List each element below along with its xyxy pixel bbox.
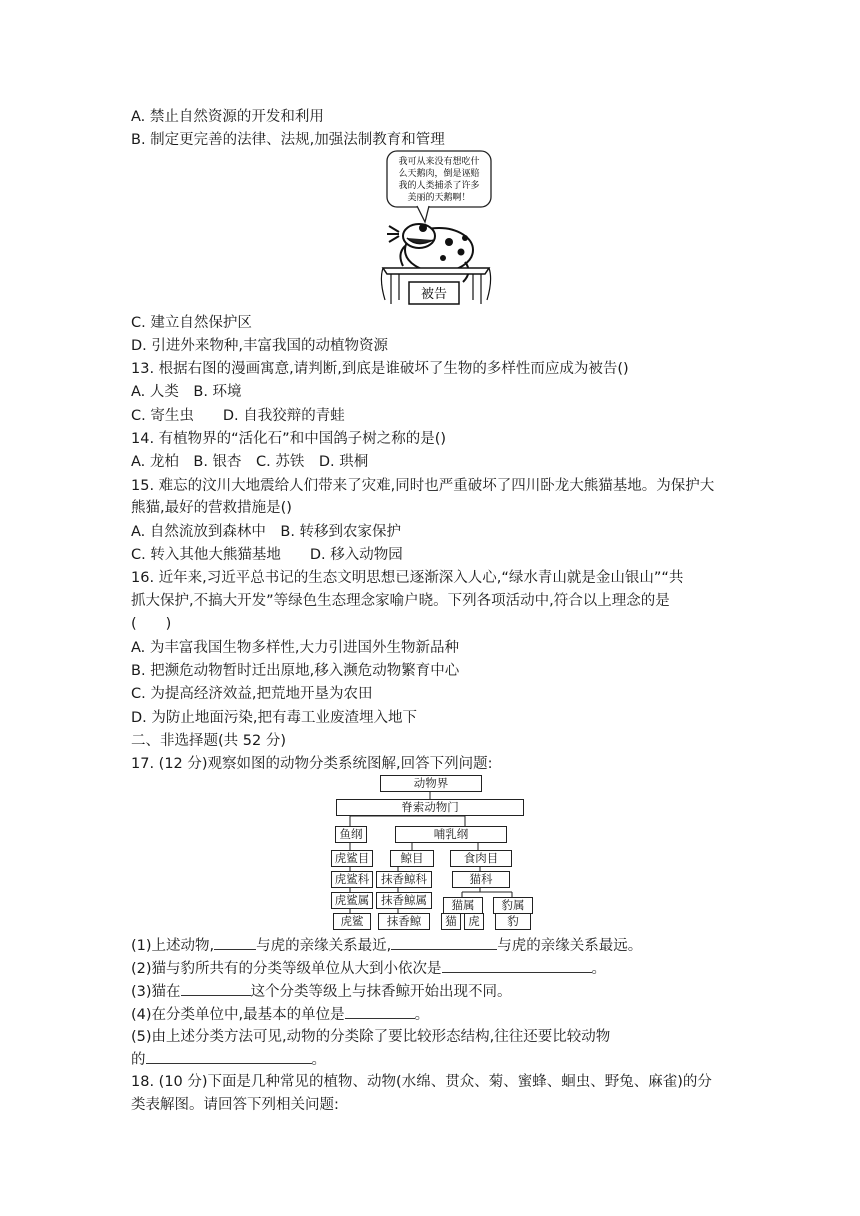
node-family-cat: 猫科	[452, 871, 510, 888]
answer-blank-2[interactable]	[391, 935, 497, 950]
speech-line-2: 么天鹅肉，倒是诬赔	[398, 169, 480, 179]
speech-line-4: 美丽的天鹅啊！	[407, 193, 471, 203]
option-16a: A. 为丰富我国生物多样性,大力引进国外生物新品种	[131, 640, 459, 656]
question-15-line2: 熊猫,最好的营救措施是()	[131, 500, 292, 516]
option-16d: D. 为防止地面污染,把有毒工业废渣埋入地下	[131, 710, 417, 726]
q3-text-b: 这个分类等级上与抹香鲸开始出现不同。	[250, 984, 512, 1000]
question-17-5-line1: (5)由上述分类方法可见,动物的分类除了要比较形态结构,往往还要比较动物	[131, 1029, 611, 1045]
options-13ab: A. 人类 B. 环境	[131, 384, 242, 400]
speech-line-1: 我可从来没有想吃什	[398, 157, 480, 167]
options-15cd: C. 转入其他大熊猫基地 D. 移入动物园	[131, 547, 403, 563]
q5-text-c: 。	[311, 1052, 326, 1068]
node-species-leopard: 豹	[495, 913, 531, 930]
option-12b: B. 制定更完善的法律、法规,加强法制教育和管理	[131, 132, 445, 148]
question-16-line2: 抓大保护,不搞大开发”等绿色生态理念家喻户晓。下列各项活动中,符合以上理念的是	[131, 593, 670, 609]
node-kingdom: 动物界	[380, 775, 482, 792]
node-genus-cat: 猫属	[443, 897, 483, 914]
node-genus-leopard: 豹属	[493, 897, 533, 914]
question-14: 14. 有植物界的“活化石”和中国鸽子树之称的是()	[131, 431, 447, 447]
q5-text-b: 的	[131, 1052, 146, 1068]
q2-text-a: (2)猫与豹所共有的分类等级单位从大到小依次是	[131, 961, 442, 977]
node-class-fish: 鱼纲	[335, 826, 367, 843]
q1-text-a: (1)上述动物,	[131, 938, 215, 954]
node-phylum: 脊索动物门	[336, 799, 524, 816]
option-12d: D. 引进外来物种,丰富我国的动植物资源	[131, 338, 388, 354]
answer-blank-6[interactable]	[146, 1049, 312, 1064]
question-17-5-line2	[131, 1049, 326, 1070]
options-14: A. 龙柏 B. 银杏 C. 苏铁 D. 珙桐	[131, 454, 369, 470]
q3-text-a: (3)猫在	[131, 984, 181, 1000]
node-genus-shark: 虎鲨属	[331, 892, 373, 909]
question-17-1	[131, 935, 642, 956]
question-15-line1: 15. 难忘的汶川大地震给人们带来了灾难,同时也严重破坏了四川卧龙大熊猫基地。为保护大	[131, 478, 715, 494]
question-13: 13. 根据右图的漫画寓意,请判断,到底是谁破坏了生物的多样性而应成为被告()	[131, 361, 629, 377]
node-order-shark: 虎鲨目	[331, 850, 373, 867]
question-18-line2: 类表解图。请回答下列相关问题:	[131, 1097, 339, 1113]
node-species-whale: 抹香鲸	[378, 913, 430, 930]
q4-text-a: (4)在分类单位中,最基本的单位是	[131, 1007, 345, 1023]
answer-blank-5[interactable]	[345, 1004, 415, 1019]
question-16-line3: ( )	[131, 616, 172, 632]
frog-defendant-cartoon	[377, 150, 495, 308]
option-16c: C. 为提高经济效益,把荒地开垦为农田	[131, 686, 373, 702]
node-family-whale: 抹香鲸科	[376, 871, 432, 888]
section-heading: 二、非选择题(共 52 分)	[131, 733, 286, 749]
option-12c: C. 建立自然保护区	[131, 315, 252, 331]
options-13cd: C. 寄生虫 D. 自我狡辩的青蛙	[131, 408, 345, 424]
question-18-line1: 18. (10 分)下面是几种常见的植物、动物(水绵、贯众、菊、蜜蜂、蛔虫、野兔、麻雀)的分	[131, 1074, 712, 1090]
q1-text-c: 与虎的亲缘关系最远。	[497, 938, 643, 954]
node-species-tiger: 虎	[464, 913, 484, 930]
defendant-sign: 被告	[420, 287, 448, 302]
question-16-line1: 16. 近年来,习近平总书记的生态文明思想已逐渐深入人心,“绿水青山就是金山银山”“共	[131, 570, 684, 586]
answer-blank-4[interactable]	[181, 981, 251, 996]
options-15ab: A. 自然流放到森林中 B. 转移到农家保护	[131, 524, 402, 540]
speech-line-3: 我的人类捕杀了许多	[398, 181, 480, 191]
node-species-shark: 虎鲨	[333, 913, 371, 930]
question-17-4	[131, 1004, 429, 1025]
q1-text-b: 与虎的亲缘关系最近,	[256, 938, 392, 954]
question-17-2	[131, 958, 606, 979]
option-12a: A. 禁止自然资源的开发和利用	[131, 109, 324, 125]
classification-diagram	[330, 774, 530, 932]
answer-blank-1[interactable]	[214, 935, 256, 950]
node-order-carnivore: 食肉目	[450, 850, 512, 867]
question-17: 17. (12 分)观察如图的动物分类系统图解,回答下列问题:	[131, 756, 493, 772]
node-genus-whale: 抹香鲸属	[376, 892, 432, 909]
node-species-cat: 猫	[441, 913, 461, 930]
node-order-whale: 鲸目	[390, 850, 434, 867]
option-16b: B. 把濒危动物暂时迁出原地,移入濒危动物繁育中心	[131, 663, 460, 679]
question-17-3	[131, 981, 512, 1002]
node-family-shark: 虎鲨科	[331, 871, 373, 888]
q2-text-b: 。	[591, 961, 607, 977]
answer-blank-3[interactable]	[442, 958, 592, 973]
node-class-mammal: 哺乳纲	[395, 826, 507, 843]
q4-text-b: 。	[414, 1007, 430, 1023]
